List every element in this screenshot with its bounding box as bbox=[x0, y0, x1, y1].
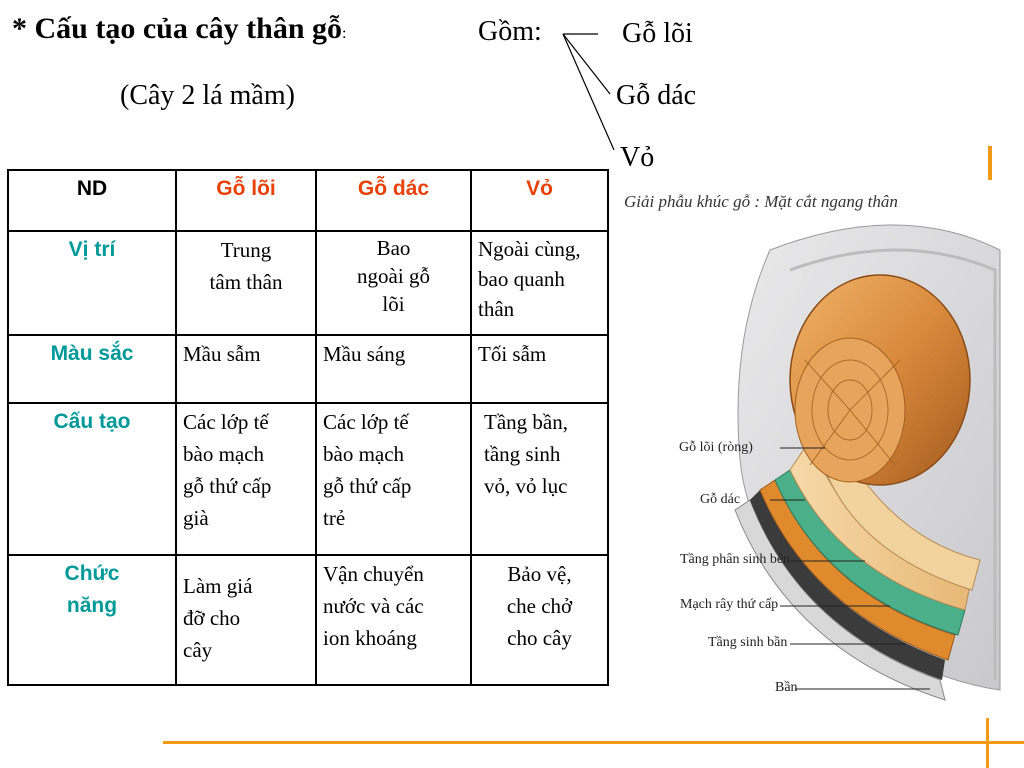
accent-bar-bottom bbox=[986, 718, 989, 768]
label-heartwood: Gỗ lõi (ròng) bbox=[679, 440, 753, 455]
accent-bar-top bbox=[988, 146, 992, 180]
row-label-function: Chức năng bbox=[8, 555, 176, 685]
table-row bbox=[8, 335, 608, 403]
label-sapwood: Gỗ dác bbox=[700, 492, 741, 507]
row-label-position: Vị trí bbox=[8, 231, 176, 335]
table-cell: Các lớp tế bào mạch gỗ thứ cấp trẻ bbox=[316, 403, 471, 555]
table-cell: Các lớp tế bào mạch gỗ thứ cấp già bbox=[176, 403, 316, 555]
table-cell: Bao ngoài gỗ lõi bbox=[316, 231, 471, 335]
table-cell: Tối sẫm bbox=[471, 335, 608, 403]
row-label-color: Màu sắc bbox=[8, 335, 176, 403]
composition-label: Gồm: bbox=[478, 16, 542, 47]
table-cell: Làm giá đỡ cho cây bbox=[176, 555, 316, 685]
connector-bark bbox=[563, 34, 614, 150]
accent-line-bottom bbox=[163, 741, 1024, 744]
connector-sapwood bbox=[563, 34, 610, 94]
composition-item-heartwood: Gỗ lõi bbox=[622, 18, 693, 49]
composition-item-bark: Vỏ bbox=[620, 142, 655, 173]
header-bark: Vỏ bbox=[471, 170, 608, 231]
wood-cross-section-illustration bbox=[600, 210, 1024, 710]
composition-item-sapwood: Gỗ dác bbox=[616, 80, 697, 111]
label-secondary-phloem: Mạch rây thứ cấp bbox=[680, 597, 779, 612]
header-heartwood: Gỗ lõi bbox=[176, 170, 316, 231]
header-sapwood: Gỗ dác bbox=[316, 170, 471, 231]
label-cork: Bần bbox=[775, 680, 798, 695]
table-row bbox=[8, 403, 608, 555]
row-label-structure: Cấu tạo bbox=[8, 403, 176, 555]
label-cork-cambium: Tầng sinh bần bbox=[708, 635, 788, 650]
header-nd: ND bbox=[8, 170, 176, 231]
table-cell: Tầng bần, tầng sinh vỏ, vỏ lục bbox=[471, 403, 608, 555]
comparison-table bbox=[7, 169, 609, 686]
table-row bbox=[8, 555, 608, 685]
title-colon: : bbox=[342, 25, 347, 42]
table-cell: Mầu sẫm bbox=[176, 335, 316, 403]
figure-title: Giải phẫu khúc gỗ : Mặt cắt ngang thân bbox=[624, 192, 898, 211]
table-cell: Ngoài cùng, bao quanh thân bbox=[471, 231, 608, 335]
table-cell: Trung tâm thân bbox=[176, 231, 316, 335]
table-cell: Vận chuyển nước và các ion khoáng bbox=[316, 555, 471, 685]
page-title-text: * Cấu tạo của cây thân gỗ bbox=[12, 12, 343, 45]
table-header-row bbox=[8, 170, 608, 231]
table-cell: Bảo vệ, che chở cho cây bbox=[471, 555, 608, 685]
table-cell: Mầu sáng bbox=[316, 335, 471, 403]
page-subtitle: (Cây 2 lá mầm) bbox=[120, 80, 295, 111]
label-lateral-meristem: Tầng phân sinh bên bbox=[680, 552, 791, 567]
table-row bbox=[8, 231, 608, 335]
